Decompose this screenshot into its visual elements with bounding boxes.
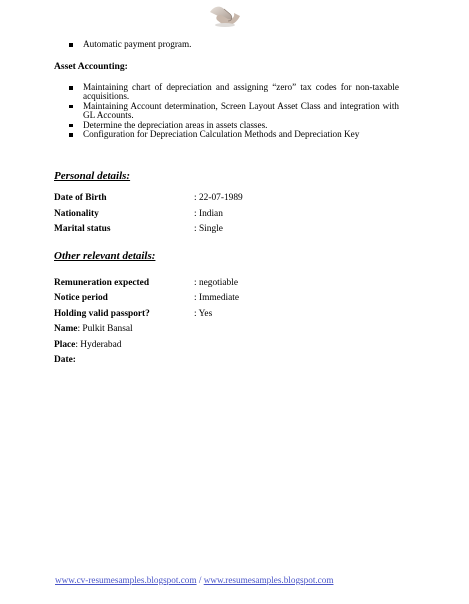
list-item: Determine the depreciation areas in assets classes.	[69, 121, 399, 130]
row-value: : negotiable	[194, 278, 238, 288]
row-value: : Yes	[194, 309, 213, 319]
name-value: : Pulkit Bansal	[77, 324, 133, 334]
row-value: : Indian	[194, 209, 223, 219]
footer-link-resumesamples[interactable]: www.resumesamples.blogspot.com	[203, 575, 334, 585]
bullet-icon	[69, 105, 73, 109]
bullet-icon	[69, 43, 73, 47]
name-label: Name	[54, 324, 78, 334]
place-value: : Hyderabad	[75, 340, 122, 350]
asset-accounting-heading: Asset Accounting:	[54, 61, 128, 72]
row-label: Notice period	[54, 293, 108, 303]
row-value: : 22-07-1989	[194, 193, 243, 203]
list-item: Automatic payment program.	[69, 40, 399, 49]
row-label: Holding valid passport?	[54, 309, 150, 319]
personal-details-heading: Personal details:	[54, 170, 131, 182]
date-label: Date:	[54, 355, 76, 365]
row-label: Remuneration expected	[54, 278, 150, 288]
row-label: Marital status	[54, 224, 111, 234]
top-bullet-list	[69, 40, 399, 49]
footer-links	[55, 575, 333, 585]
asset-accounting-list	[69, 83, 399, 139]
bullet-icon	[69, 86, 73, 90]
place-label: Place	[54, 340, 76, 350]
other-details-heading: Other relevant details:	[54, 250, 156, 262]
row-label: Nationality	[54, 209, 99, 219]
row-label: Date of Birth	[54, 193, 107, 203]
date-line	[54, 355, 76, 365]
list-item: Configuration for Depreciation Calculation Methods and Depreciation Key	[69, 130, 399, 139]
row-value: : Single	[194, 224, 223, 234]
bullet-icon	[69, 124, 73, 128]
footer-separator: /	[196, 575, 204, 585]
name-line	[54, 324, 133, 334]
footer-link-cv-resumesamples[interactable]: www.cv-resumesamples.blogspot.com	[55, 575, 197, 585]
bullet-icon	[69, 133, 73, 137]
list-item: Maintaining Account determination, Screen Layout Asset Class and integration with GL Accounts.	[69, 102, 399, 121]
place-line	[54, 340, 121, 350]
row-value: : Immediate	[194, 293, 240, 303]
handshake-icon	[208, 2, 242, 30]
list-item: Maintaining chart of depreciation and assigning “zero” tax codes for non-taxable acquisitions.	[69, 83, 399, 102]
